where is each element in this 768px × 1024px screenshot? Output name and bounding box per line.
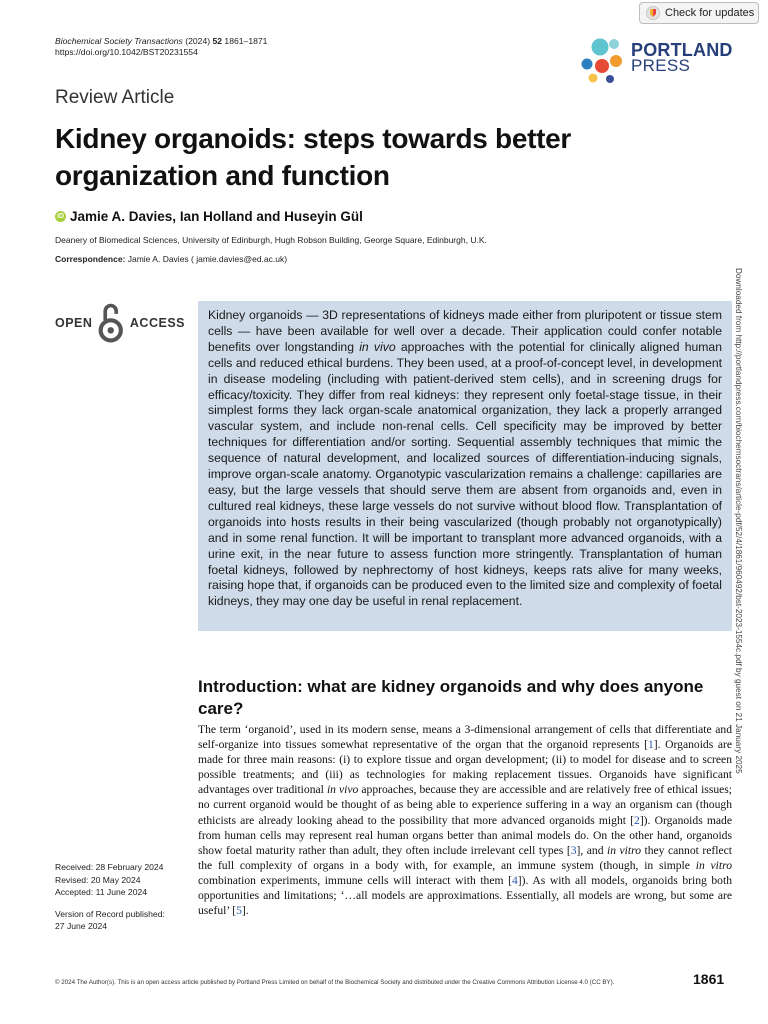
abstract-box <box>198 301 732 631</box>
open-access-word-access: ACCESS <box>129 316 185 330</box>
citation-link[interactable]: 4 <box>511 873 518 887</box>
download-side-note <box>733 268 745 988</box>
open-access-badge <box>55 300 185 346</box>
correspondence-label: Correspondence: <box>55 254 126 264</box>
vor-date: 27 June 2024 <box>55 921 108 931</box>
crossmark-icon <box>646 6 660 20</box>
body-text-7: combination experiments, immune cells will interact with them [ <box>198 873 512 887</box>
license-footer: © 2024 The Author(s). This is an open access article published by Portland Press Limited on behalf of the Biochemical Society and distributed under the Creative Commons Attribution License 4.0 (CC BY). <box>55 979 615 986</box>
body-text-8: ]). As with all models, organoids bring both opportunities and limitations; ‘…all models are approximations. Essentially, all models are wrong, but some are useful’ [ <box>198 873 733 918</box>
body-text-3: approaches, because they are accessible and are relatively free of ethical issues; no current organoid would be thought of as being able to experience suffering in a way an organism can (though ethicists are already looking ahead to the possibility that more advanced organoids might [ <box>198 783 733 827</box>
journal-pages: 1861–1871 <box>222 36 268 46</box>
body-text-5: ], and <box>576 843 607 857</box>
article-title: Kidney organoids: steps towards better organization and function <box>55 123 572 191</box>
journal-year: (2024) <box>182 36 213 46</box>
citation-link[interactable]: 5 <box>236 904 242 918</box>
body-text-6: they cannot reflect the full complexity of organs in a body with, for example, an immune system (though, in simple <box>198 843 732 872</box>
journal-volume: 52 <box>212 36 223 46</box>
abstract-text-2: approaches with the potential for clinically aligned human cells and reduced ethical burdens. They been used, at a proof-of-concept level, in development in disease modeling (including with patient-derived stem cells), and in screening drugs for efficacy/toxicity. They differ from real kidneys: they represent only foetal-stage tissue, in their simplest forms they lack organ-scale anatomical organization, they lack a properly arranged vascular system, and include non-renal cells. Cell specificity may be improved by better techniques for differentiation and/or sorting. Sequential assembly techniques that mimic the sequence of natural development, and localized sources of differentiation-inducing signals, improve organ-scale anatomy. Organotypic vascularization remains a challenge: capillaries are easy, but the large vessels that should serve them are absent from organoids and, even in cultured real kidneys, these large vessels do not survive without blood flow. Transplantation of organoids into hosts results in their being vascularized (though probably not organotypically) and in some renal function. It will be important to transplant more advanced organoids, with a urine exit, in the near future to assess function more stringently. Transplantation of human foetal kidneys, followed by nephrectomy of host kidneys, keeps rats alive for many weeks, raising hope that, if organoids can be produced even to the limited size and complexity of foetal kidneys, they may one day be useful in renal replacement. <box>208 339 722 609</box>
journal-name: Biochemical Society Transactions <box>55 36 183 46</box>
open-access-lock-icon <box>97 300 124 346</box>
open-access-word-open: OPEN <box>55 316 93 330</box>
body-text-9: ]. <box>241 904 249 918</box>
check-for-updates-button[interactable] <box>639 2 759 24</box>
portland-press-logo <box>578 36 738 86</box>
doi-link[interactable]: https://doi.org/10.1042/BST20231554 <box>55 47 198 57</box>
citation-link[interactable]: 1 <box>647 738 654 752</box>
page-number: 1861 <box>693 971 725 987</box>
body-text-2: ]. Organoids are made for three main reasons: (i) to explore tissue and organ development; (ii) to model for disease and to screen possible treatments; and (iii) as technologies for making replacement tissues. Organoids have significant advantages over traditional <box>198 738 732 797</box>
orcid-icon[interactable]: iD <box>57 213 64 220</box>
section-heading: Introduction: what are kidney organoids and why does anyone care? <box>198 677 704 718</box>
logo-line-2: PRESS <box>631 56 691 75</box>
check-for-updates-label: Check for updates <box>665 7 755 19</box>
portland-press-dots-icon <box>578 36 628 86</box>
abstract-text-1: Kidney organoids — 3D representations of kidneys made either from pluripotent or tissue stem cells — have been available for well over a decade. Their application could confer notable benefits over longstanding <box>208 308 722 354</box>
citation-link[interactable]: 3 <box>570 843 577 857</box>
article-type: Review Article <box>55 87 175 108</box>
section-body <box>198 722 732 918</box>
correspondence-text: Jamie A. Davies ( jamie.davies@ed.ac.uk) <box>125 254 288 264</box>
accepted-date: Accepted: 11 June 2024 <box>55 887 148 897</box>
abstract-italic-1: in vivo <box>359 339 396 354</box>
affiliation: Deanery of Biomedical Sciences, University of Edinburgh, Hugh Robson Building, George Square, Edinburgh, U.K. <box>55 235 487 245</box>
author-list <box>55 209 363 224</box>
revised-date: Revised: 20 May 2024 <box>55 874 141 885</box>
download-side-note-text: Downloaded from http://portlandpress.com/biochemsoctrans/article-pdf/52/4/1861/960492/bst-2023-1554c.pdf by guest on 21 January 2025 <box>734 268 743 774</box>
portland-press-wordmark <box>631 42 733 74</box>
correspondence <box>55 254 287 264</box>
authors-text: Jamie A. Davies, Ian Holland and Huseyin Gül <box>70 209 363 224</box>
article-dates <box>55 861 165 933</box>
body-italic-2: in vitro <box>607 843 641 857</box>
vor-label: Version of Record published: <box>55 908 165 919</box>
journal-citation <box>55 36 267 58</box>
received-date: Received: 28 February 2024 <box>55 862 164 872</box>
body-text-4: ]). Organoids made from human cells may represent real human organs better than animal models do. On the other hand, organoids show foetal maturity rather than adult, they often include irrelevant cell types [ <box>198 813 732 857</box>
logo-line-1: PORTLAND <box>631 40 733 60</box>
body-text-1: The term ‘organoid’, used in its modern sense, means a 3-dimensional arrangement of cells that differentiate and self-organize into tissues somewhat representative of the organ that the organoid represents [ <box>198 723 732 752</box>
citation-link[interactable]: 2 <box>634 813 640 827</box>
body-italic-3: in vitro <box>695 858 732 872</box>
body-italic-1: in vivo <box>326 783 359 797</box>
